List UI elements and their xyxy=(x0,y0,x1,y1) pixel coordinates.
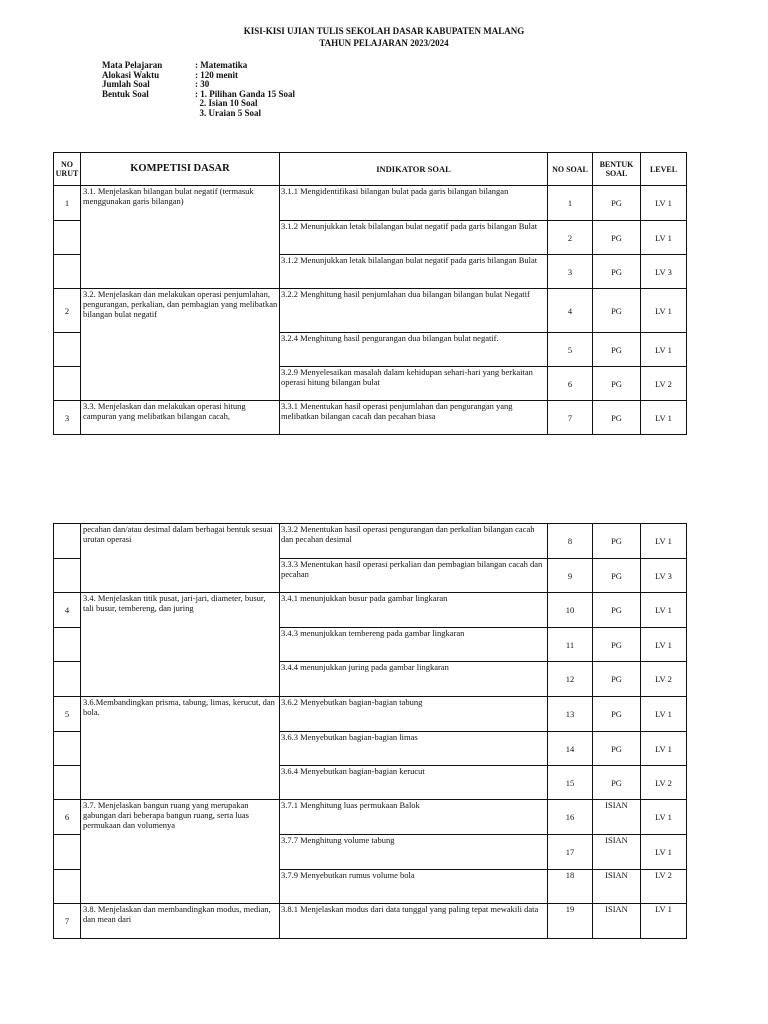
no-soal-cell: 3 xyxy=(548,255,593,289)
bentuk-cell: PG xyxy=(593,732,641,766)
kompetensi-cell: 3.6.Membandingkan prisma, tabung, limas, kerucut, dan bola. xyxy=(81,697,280,800)
bentuk-cell: PG xyxy=(593,255,641,289)
no-urut-cell xyxy=(54,662,81,697)
bentuk-cell: PG xyxy=(593,662,641,697)
doc-title: KISI-KISI UJIAN TULIS SEKOLAH DASAR KABUPATEN MALANG xyxy=(243,26,525,36)
no-urut-cell xyxy=(54,255,81,289)
no-soal-cell: 15 xyxy=(548,766,593,800)
level-cell: LV 1 xyxy=(641,524,687,559)
indikator-cell: 3.6.4 Menyebutkan bagian-bagian kerucut xyxy=(280,766,548,800)
level-cell: LV 1 xyxy=(641,800,687,835)
indikator-cell: 3.2.4 Menghitung hasil pengurangan dua bilangan bulat negatif. xyxy=(280,333,548,367)
bentuk-cell: PG xyxy=(593,289,641,333)
no-urut-cell xyxy=(54,732,81,766)
no-urut-cell: 4 xyxy=(54,593,81,628)
indikator-cell: 3.4.4 menunjukkan juring pada gambar lingkaran xyxy=(280,662,548,697)
level-cell: LV 1 xyxy=(641,593,687,628)
no-urut-cell xyxy=(54,524,81,559)
level-cell: LV 1 xyxy=(641,221,687,255)
no-urut-cell xyxy=(54,870,81,904)
no-urut-cell xyxy=(54,367,81,401)
level-cell: LV 3 xyxy=(641,559,687,593)
no-urut-cell: 7 xyxy=(54,904,81,939)
meta-value: 3. Uraian 5 Soal xyxy=(195,107,262,118)
meta-key: Bentuk Soal xyxy=(102,88,149,99)
indikator-cell: 3.6.3 Menyebutkan bagian-bagian limas xyxy=(280,732,548,766)
no-soal-cell: 14 xyxy=(548,732,593,766)
meta-value: 2. Isian 10 Soal xyxy=(195,98,258,108)
no-urut-cell xyxy=(54,333,81,367)
header-bentuk-soal: BENTUK SOAL xyxy=(593,153,641,186)
bentuk-cell: PG xyxy=(593,766,641,800)
kompetensi-cell: pecahan dan/atau desimal dalam berbagai bentuk sesuai urutan operasi xyxy=(81,524,280,593)
kompetensi-cell: 3.3. Menjelaskan dan melakukan operasi hitung campuran yang melibatkan bilangan cacah, xyxy=(81,401,280,435)
no-soal-cell: 11 xyxy=(548,628,593,662)
bentuk-cell: PG xyxy=(593,524,641,559)
meta-key: Mata Pelajaran xyxy=(102,60,163,70)
indikator-cell: 3.3.1 Menentukan hasil operasi penjumlahan dan pengurangan yang melibatkan bilangan cacah dan pecahan biasa xyxy=(280,401,548,435)
bentuk-cell: PG xyxy=(593,333,641,367)
bentuk-cell: ISIAN xyxy=(593,870,641,904)
meta-key xyxy=(102,99,195,109)
level-cell: LV 1 xyxy=(641,628,687,662)
header-kompetisi-dasar: KOMPETISI DASAR xyxy=(81,153,280,186)
no-soal-cell: 9 xyxy=(548,559,593,593)
level-cell: LV 1 xyxy=(641,401,687,435)
level-cell: LV 1 xyxy=(641,186,687,221)
no-soal-cell: 18 xyxy=(548,870,593,904)
indikator-cell: 3.7.7 Menghitung volume tabung xyxy=(280,835,548,870)
level-cell: LV 2 xyxy=(641,367,687,401)
bentuk-cell: ISIAN xyxy=(593,800,641,835)
no-urut-cell: 3 xyxy=(54,401,81,435)
no-soal-cell: 19 xyxy=(548,904,593,939)
bentuk-cell: PG xyxy=(593,697,641,732)
no-soal-cell: 5 xyxy=(548,333,593,367)
no-soal-cell: 10 xyxy=(548,593,593,628)
header-level: LEVEL xyxy=(641,153,687,186)
indikator-cell: 3.3.2 Menentukan hasil operasi pengurangan dan perkalian bilangan cacah dan pecahan desimal xyxy=(280,524,548,559)
meta-value: : 120 menit xyxy=(195,69,238,80)
level-cell: LV 1 xyxy=(641,697,687,732)
level-cell: LV 1 xyxy=(641,333,687,367)
header-no-urut: NO URUT xyxy=(54,153,81,186)
indikator-cell: 3.1.1 Mengidentifikasi bilangan bulat pada garis bilangan bilangan xyxy=(280,186,548,221)
bentuk-cell: PG xyxy=(593,628,641,662)
level-cell: LV 2 xyxy=(641,870,687,904)
doc-subtitle: TAHUN PELAJARAN 2023/2024 xyxy=(319,38,449,48)
meta-value: : Matematika xyxy=(195,60,248,70)
bentuk-cell: PG xyxy=(593,367,641,401)
kompetensi-cell: 3.2. Menjelaskan dan melakukan operasi penjumlahan, pengurangan, perkalian, dan pembagian yang melibatkan bilangan bulat negatif xyxy=(81,289,280,401)
meta-block xyxy=(102,61,295,118)
level-cell: LV 1 xyxy=(641,289,687,333)
meta-value: : 1. Pilihan Ganda 15 Soal xyxy=(195,88,296,99)
no-urut-cell xyxy=(54,766,81,800)
header-no-soal: NO SOAL xyxy=(548,153,593,186)
indikator-cell: 3.7.1 Menghitung luas permukaan Balok xyxy=(280,800,548,835)
no-soal-cell: 13 xyxy=(548,697,593,732)
indikator-cell: 3.3.3 Menentukan hasil operasi perkalian dan pembagian bilangan cacah dan pecahan xyxy=(280,559,548,593)
no-urut-cell xyxy=(54,559,81,593)
no-soal-cell: 17 xyxy=(548,835,593,870)
kompetensi-cell: 3.8. Menjelaskan dan membandingkan modus, median, dan mean dari xyxy=(81,904,280,939)
kompetensi-cell: 3.7. Menjelaskan bangun ruang yang merupakan gabungan dari beberapa bangun ruang, serta luas permukaan dan volumenya xyxy=(81,800,280,904)
level-cell: LV 1 xyxy=(641,835,687,870)
indikator-cell: 3.4.3 menunjukkan tembereng pada gambar lingkaran xyxy=(280,628,548,662)
no-soal-cell: 16 xyxy=(548,800,593,835)
no-urut-cell: 5 xyxy=(54,697,81,732)
level-cell: LV 1 xyxy=(641,732,687,766)
indikator-cell: 3.2.9 Menyelesaikan masalah dalam kehidupan sehari-hari yang berkaitan operasi hitung bilangan bulat xyxy=(280,367,548,401)
no-soal-cell: 12 xyxy=(548,662,593,697)
no-soal-cell: 1 xyxy=(548,186,593,221)
level-cell: LV 2 xyxy=(641,766,687,800)
bentuk-cell: PG xyxy=(593,186,641,221)
no-urut-cell xyxy=(54,628,81,662)
no-soal-cell: 6 xyxy=(548,367,593,401)
indikator-cell: 3.7.9 Menyebutkan rumus volume bola xyxy=(280,870,548,904)
no-urut-cell: 6 xyxy=(54,800,81,835)
kisi-table-2 xyxy=(53,523,687,939)
indikator-cell: 3.1.2 Menunjukkan letak bilalangan bulat negatif pada garis bilangan Bulat xyxy=(280,221,548,255)
no-urut-cell: 1 xyxy=(54,186,81,221)
no-soal-cell: 8 xyxy=(548,524,593,559)
no-urut-cell xyxy=(54,835,81,870)
bentuk-cell: PG xyxy=(593,593,641,628)
bentuk-cell: PG xyxy=(593,559,641,593)
no-soal-cell: 4 xyxy=(548,289,593,333)
bentuk-cell: PG xyxy=(593,221,641,255)
level-cell: LV 3 xyxy=(641,255,687,289)
meta-key: Jumlah Soal xyxy=(102,79,150,89)
kompetensi-cell: 3.1. Menjelaskan bilangan bulat negatif (termasuk menggunakan garis bilangan) xyxy=(81,186,280,289)
meta-key xyxy=(102,109,195,119)
indikator-cell: 3.2.2 Menghitung hasil penjumlahan dua bilangan bilangan bulat Negatif xyxy=(280,289,548,333)
header-indikator-soal: INDIKATOR SOAL xyxy=(280,153,548,186)
indikator-cell: 3.4.1 menunjukkan busur pada gambar lingkaran xyxy=(280,593,548,628)
no-urut-cell xyxy=(54,221,81,255)
bentuk-cell: PG xyxy=(593,401,641,435)
indikator-cell: 3.6.2 Menyebutkan bagian-bagian tabung xyxy=(280,697,548,732)
meta-key: Alokasi Waktu xyxy=(102,69,160,80)
kompetensi-cell: 3.4. Menjelaskan titik pusat, jari-jari, diameter, busur, tali busur, tembereng, dan juring xyxy=(81,593,280,697)
kisi-table-1 xyxy=(53,152,687,435)
meta-value: : 30 xyxy=(195,79,210,89)
no-soal-cell: 2 xyxy=(548,221,593,255)
bentuk-cell: ISIAN xyxy=(593,835,641,870)
indikator-cell: 3.1.2 Menunjukkan letak bilalangan bulat negatif pada garis bilangan Bulat xyxy=(280,255,548,289)
no-soal-cell: 7 xyxy=(548,401,593,435)
indikator-cell: 3.8.1 Menjelaskan modus dari data tunggal yang paling tepat mewakili data xyxy=(280,904,548,939)
level-cell: LV 1 xyxy=(641,904,687,939)
level-cell: LV 2 xyxy=(641,662,687,697)
bentuk-cell: ISIAN xyxy=(593,904,641,939)
no-urut-cell: 2 xyxy=(54,289,81,333)
